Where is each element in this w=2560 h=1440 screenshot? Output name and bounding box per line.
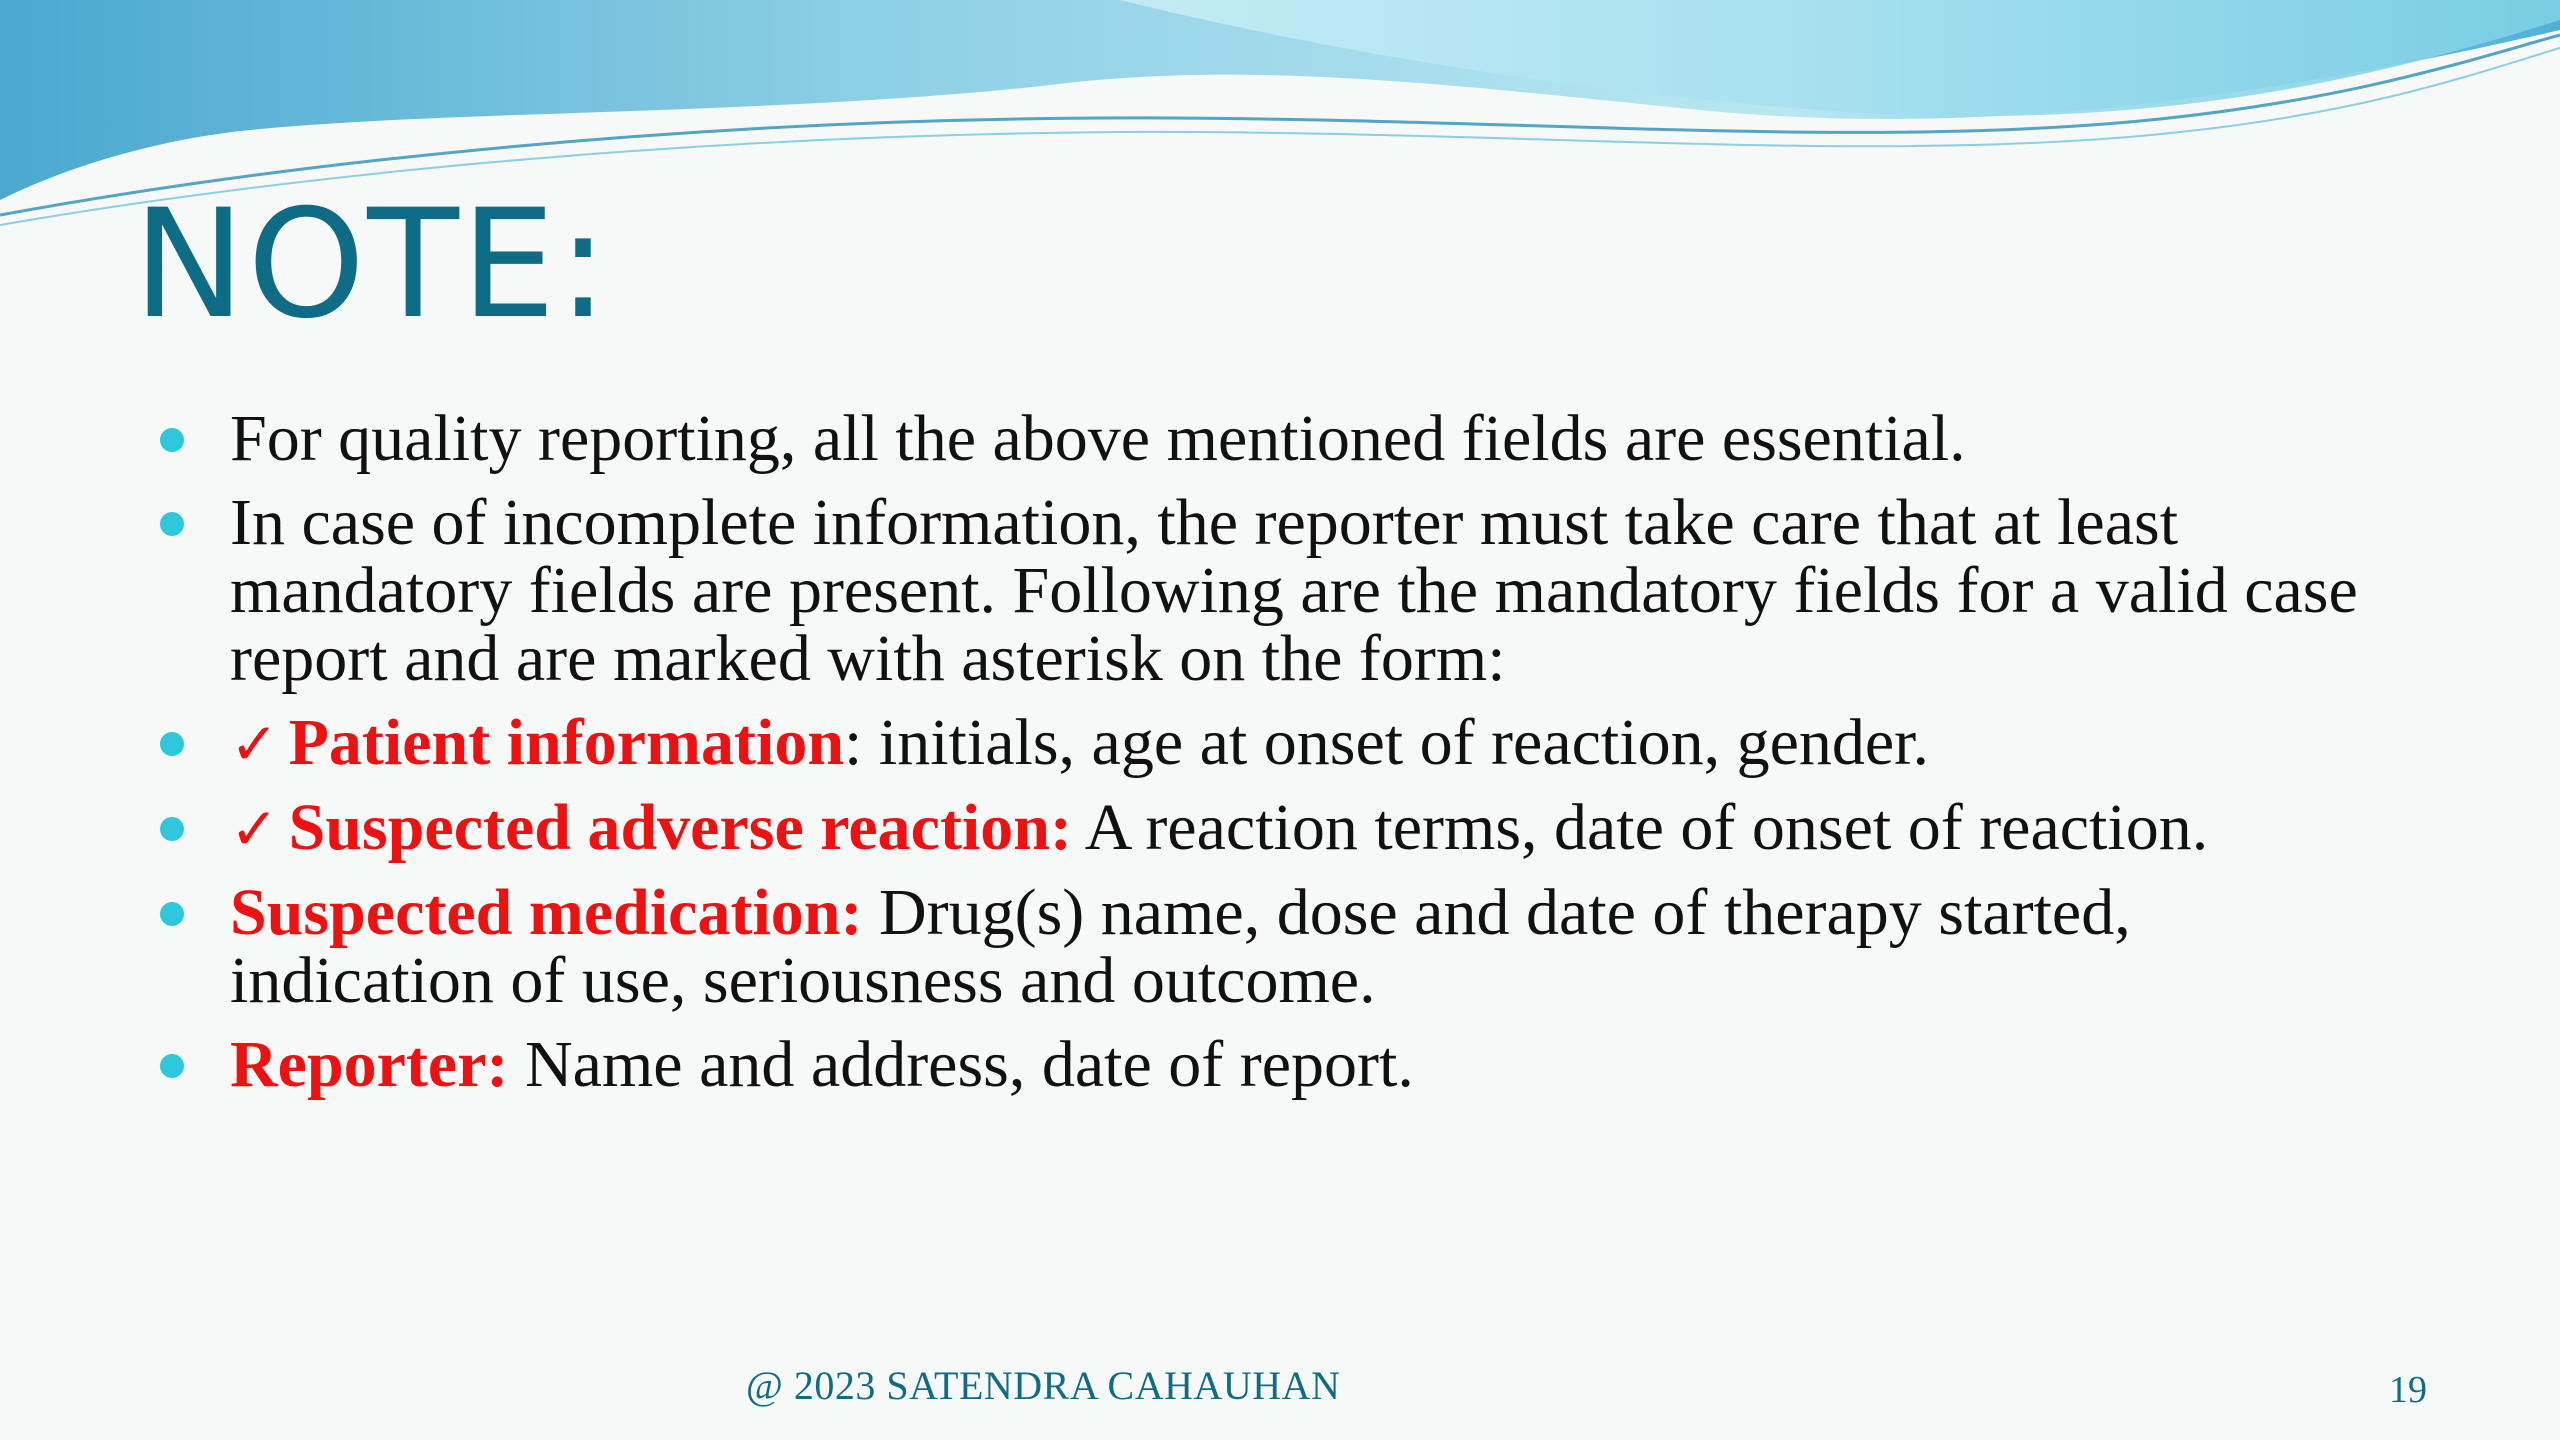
bullet-label: Suspected adverse reaction: xyxy=(288,791,1072,864)
bullet-text: In case of incomplete information, the reporter must take care that at least mandatory fields are present. Following are the mandatory fields for a valid case report and are marked with asterisk on the form: xyxy=(230,486,2358,695)
slide-title: NOTE: xyxy=(133,178,611,352)
bullet-dot-icon xyxy=(160,428,184,452)
bullet-label: Patient information xyxy=(288,706,845,779)
bullet-text: Name and address, date of report. xyxy=(508,1028,1414,1101)
bullet-label: Suspected medication: xyxy=(230,876,863,949)
checkmark-icon: ✓ xyxy=(230,710,279,778)
bullet-text: A reaction terms, date of onset of reaction. xyxy=(1071,791,2209,864)
bullet-dot-icon xyxy=(160,1054,184,1078)
bullet-text: : initials, age at onset of reaction, gender. xyxy=(844,706,1930,779)
bullet-text: For quality reporting, all the above mentioned fields are essential. xyxy=(230,402,1966,475)
bullet-item-quality-reporting xyxy=(160,402,2400,475)
footer-copyright: @ 2023 SATENDRA CAHAUHAN xyxy=(746,1363,1341,1408)
slide-number: 19 xyxy=(2389,1369,2427,1411)
bullet-dot-icon xyxy=(160,732,184,756)
bullet-dot-icon xyxy=(160,902,184,926)
bullet-item-reporter xyxy=(160,1028,2400,1101)
bullet-dot-icon xyxy=(160,512,184,536)
bullet-item-incomplete-information xyxy=(160,486,2400,695)
bullet-item-patient-information xyxy=(160,706,2400,779)
bullet-item-suspected-adverse-reaction xyxy=(160,791,2400,864)
bullet-item-suspected-medication xyxy=(160,876,2400,1017)
bullet-list xyxy=(160,402,2400,1115)
checkmark-icon: ✓ xyxy=(230,795,279,863)
bullet-label: Reporter: xyxy=(230,1028,509,1101)
bullet-text: Drug(s) name, dose and date of therapy started, indication of use, seriousness and outcome. xyxy=(230,876,2131,1017)
bullet-dot-icon xyxy=(160,817,184,841)
